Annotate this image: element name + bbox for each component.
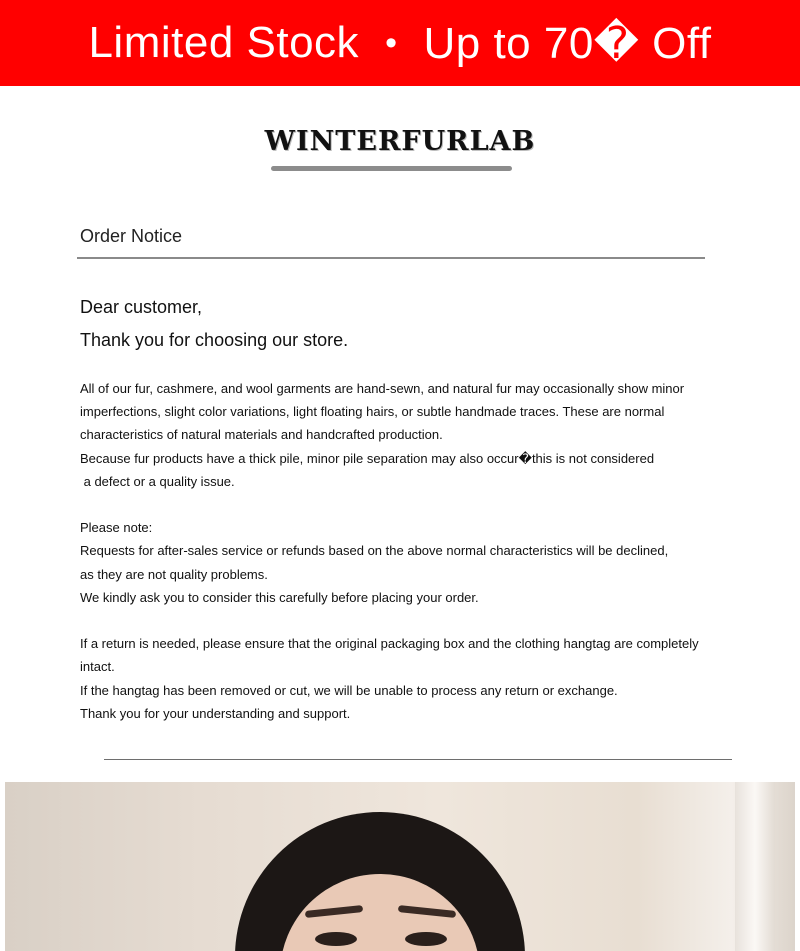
body-line: If a return is needed, please ensure that the original packaging box and the clothing hangtag are completely <box>80 636 699 652</box>
banner-separator: • <box>385 23 398 62</box>
brand-logo-text: WINTERFURLAB <box>264 126 536 157</box>
body-line: intact. <box>80 659 115 675</box>
body-line: Requests for after-sales service or refunds based on the above normal characteristics will be declined, <box>80 543 669 559</box>
brand-header <box>0 126 800 157</box>
notice-body <box>80 377 720 725</box>
promo-banner <box>0 0 800 86</box>
notice-divider <box>77 257 705 259</box>
body-line: characteristics of natural materials and handcrafted production. <box>80 427 443 443</box>
photo-eye-left <box>315 932 357 946</box>
banner-left-text: Limited Stock <box>88 18 360 67</box>
body-spacer <box>80 493 720 516</box>
greeting <box>80 291 348 357</box>
body-line: Because fur products have a thick pile, minor pile separation may also occur�this is not considered <box>80 450 655 466</box>
greeting-line-1: Dear customer, <box>80 297 203 317</box>
notice-title: Order Notice <box>80 226 183 246</box>
body-line: If the hangtag has been removed or cut, we will be unable to process any return or exchange. <box>80 682 618 698</box>
body-line: a defect or a quality issue. <box>80 473 235 489</box>
greeting-line-2: Thank you for choosing our store. <box>80 330 349 350</box>
model-photo <box>5 782 795 951</box>
body-line: All of our fur, cashmere, and wool garments are hand-sewn, and natural fur may occasionally show minor <box>80 381 685 396</box>
body-spacer <box>80 609 720 632</box>
section-divider <box>104 759 732 760</box>
brand-underline <box>271 166 512 171</box>
body-line: Thank you for your understanding and support. <box>80 705 351 721</box>
body-line: Please note: <box>80 520 153 536</box>
body-line: as they are not quality problems. <box>80 566 268 582</box>
body-line: imperfections, slight color variations, light floating hairs, or subtle handmade traces. These are normal <box>80 404 665 420</box>
photo-background-curtain <box>735 782 775 951</box>
banner-right-text: Up to 70� Off <box>423 18 712 68</box>
body-line: We kindly ask you to consider this carefully before placing your order. <box>80 589 479 605</box>
photo-eye-right <box>405 932 447 946</box>
